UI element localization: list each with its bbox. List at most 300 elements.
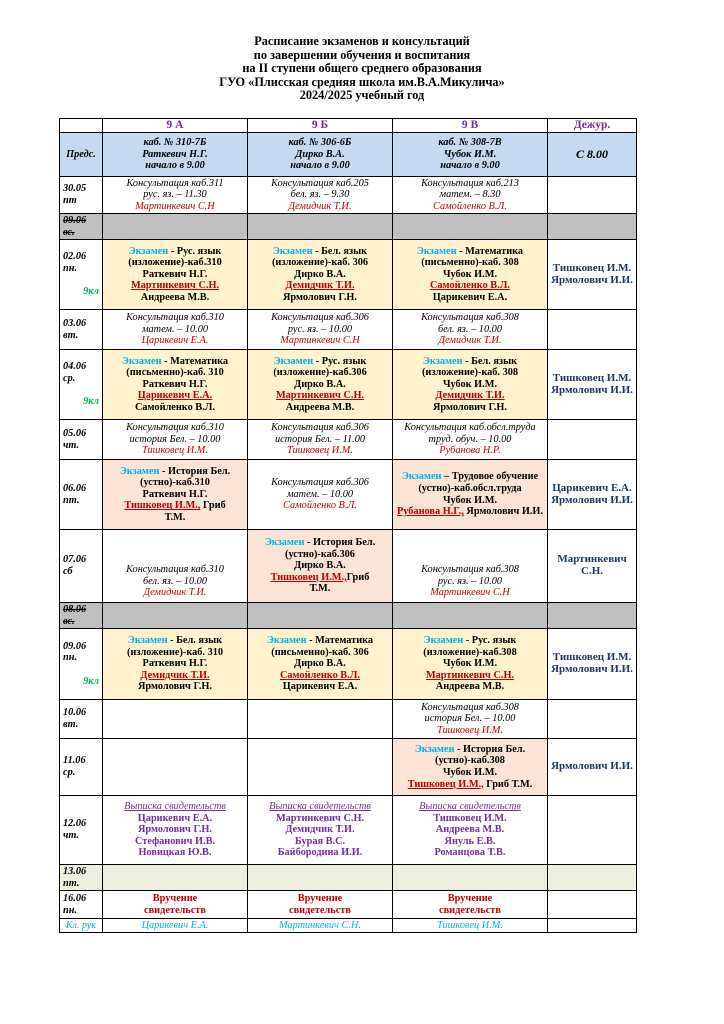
date: 02.06 xyxy=(63,251,87,263)
cell-9v xyxy=(393,310,548,350)
cell-text: - Бел. язык xyxy=(312,245,368,257)
cell-9v xyxy=(393,603,548,629)
cell-text: Т.М. xyxy=(164,511,186,523)
exam-label: Экзамен xyxy=(414,743,455,755)
date-cell xyxy=(60,700,103,739)
cell-9a xyxy=(103,891,248,919)
cell-9v xyxy=(393,177,548,214)
date: 12.06 xyxy=(63,818,87,830)
weekday: вт. xyxy=(63,329,79,341)
duty-name: Ярмолович И.И. xyxy=(551,760,633,773)
table-row xyxy=(60,420,637,460)
cell-9a xyxy=(103,240,248,310)
teacher-name: Демидчик Т.И. xyxy=(438,335,502,347)
cell-text: Царикевич Е.А. xyxy=(137,812,213,824)
weekday: чт. xyxy=(63,439,80,451)
cell-9a xyxy=(103,310,248,350)
cell-9a xyxy=(103,420,248,460)
cell-text: (изложение)-каб. 308 xyxy=(421,367,519,379)
title-line: 2024/2025 учебный год xyxy=(299,88,425,103)
cell-9b xyxy=(248,891,393,919)
cell-text: Чубок И.М. xyxy=(442,767,498,778)
cell-9v xyxy=(393,214,548,240)
date: 13.06 xyxy=(63,865,87,877)
cell-text: - Математика xyxy=(161,355,229,367)
cell-text: Раткевич Н.Г. xyxy=(142,378,208,390)
date-cell xyxy=(60,891,103,919)
cell-text: Царикевич Е.А. xyxy=(432,291,508,303)
class-note: 9кл xyxy=(83,396,99,408)
teacher-name: Самойленко В.Л. xyxy=(429,280,511,292)
cell-text: Вручение xyxy=(447,892,493,904)
weekday: вт. xyxy=(63,719,79,730)
header-duty: Дежур. xyxy=(548,119,637,133)
cell-duty xyxy=(548,177,637,214)
cell-text: - Бел. язык xyxy=(167,635,223,647)
cell-heading: Выписка свидетельств xyxy=(269,801,371,813)
cell-9b xyxy=(248,240,393,310)
cell-text: матем. – 10.00 xyxy=(141,323,209,335)
cell-text: (изложение)-каб.306 xyxy=(273,367,367,379)
cell-9a xyxy=(103,530,248,603)
cell-9v xyxy=(393,420,548,460)
cell-9a xyxy=(103,214,248,240)
weekday: вс. xyxy=(63,226,75,238)
cell-text: Самойленко В.Л. xyxy=(134,401,216,413)
cell-text: Новицкая Ю.В. xyxy=(138,847,212,859)
cell-text: - История Бел. xyxy=(454,743,526,755)
date: 05.06 xyxy=(63,427,87,439)
cell-duty xyxy=(548,420,637,460)
cell-9b xyxy=(248,310,393,350)
cell-heading: Выписка свидетельств xyxy=(419,801,521,813)
cell-9a xyxy=(103,603,248,629)
title-line: Расписание экзаменов и консультаций xyxy=(254,34,470,48)
weekday: пн. xyxy=(63,904,78,916)
date-cell xyxy=(60,739,103,796)
header-9b: 9 Б xyxy=(248,119,393,133)
cell-text: (письменно)-каб. 310 xyxy=(126,367,224,379)
teacher-name: Демидчик Т.И. xyxy=(435,390,505,402)
exam-label: Экзамен xyxy=(128,245,169,257)
duty-name: Ярмолович И.И. xyxy=(551,493,633,506)
cell-9b xyxy=(248,177,393,214)
cell-9a xyxy=(103,629,248,700)
cell-text: Консультация каб.306 xyxy=(271,422,369,434)
teacher-name: Самойленко В.Л. xyxy=(433,200,507,212)
cell-text: Раткевич Н.Г. xyxy=(142,488,208,500)
table-row xyxy=(60,460,637,530)
duty-name: Тишковец И.М. xyxy=(552,651,632,664)
exam-label: Экзамен xyxy=(266,635,307,647)
cell-text: Андреева М.В. xyxy=(435,824,505,836)
cell-text: (устно)-каб.308 xyxy=(435,755,505,767)
cell-text: каб. № 306-6Б xyxy=(288,137,352,149)
header-row xyxy=(60,119,637,133)
cell-text: - История Бел. xyxy=(159,465,231,477)
cell-text: история Бел. – 10.00 xyxy=(424,713,516,725)
teacher-name: Демидчик Т.И. xyxy=(143,587,207,599)
cell-9b xyxy=(248,214,393,240)
cell-text: история Бел. – 10.00 xyxy=(129,433,221,445)
cell-text: Андреева М.В. xyxy=(435,681,505,693)
date: 06.06 xyxy=(63,482,87,494)
cell-text: Гриб Т.М. xyxy=(483,778,533,790)
date-cell xyxy=(60,177,103,214)
title-line: ГУО «Плисская средняя школа им.В.А.Микулича» xyxy=(219,74,505,89)
cell-9v: Тишковец И.М. xyxy=(393,919,548,933)
teacher-name: Мартинкевич С.Н. xyxy=(275,390,365,402)
cell-text: свидетельств xyxy=(289,904,351,916)
cell-text: Чубок И.М. xyxy=(442,268,498,280)
exam-label: Экзамен xyxy=(416,245,457,257)
cell-9a xyxy=(103,177,248,214)
cell-text: Вручение xyxy=(297,892,343,904)
cell-text: история Бел. – 11.00 xyxy=(274,433,366,445)
cell-text: Чубок И.М. xyxy=(443,148,497,160)
cell-text: Андреева М.В. xyxy=(285,401,355,413)
duty-name: Мартинкевич С.Н. xyxy=(557,553,627,577)
table-row xyxy=(60,629,637,700)
date-cell xyxy=(60,530,103,603)
cell-text: (устно)-каб.306 xyxy=(285,548,355,560)
cell-9v xyxy=(393,629,548,700)
exam-label: Экзамен xyxy=(121,355,162,367)
cell-text: матем. – 10.00 xyxy=(286,488,354,500)
table-row xyxy=(60,530,637,603)
cell-text: Бурая В.С. xyxy=(294,835,346,847)
cell-text: начало в 9.00 xyxy=(290,160,350,172)
cell-text: Раткевич Н.Г. xyxy=(142,148,208,160)
cell-9b xyxy=(248,700,393,739)
cell-9v xyxy=(393,460,548,530)
date-cell xyxy=(60,629,103,700)
cell-9b: Мартинкевич С.Н. xyxy=(248,919,393,933)
cell-text: Дирко В.А. xyxy=(294,268,346,280)
cell-text: Демидчик Т.И. xyxy=(285,824,355,836)
date: 30.05 xyxy=(63,183,87,195)
table-row xyxy=(60,891,637,919)
teacher-name: Мартинкевич С.Н xyxy=(280,335,360,347)
cell-duty: С 8.00 xyxy=(548,133,637,177)
cell-text: Дирко В.А. xyxy=(294,560,346,572)
cell-text: (изложение)-каб.308 xyxy=(423,646,517,658)
cell-9b xyxy=(248,739,393,796)
date: 16.06 xyxy=(63,892,87,904)
title-line: на II ступени общего среднего образования xyxy=(242,61,482,76)
date-cell xyxy=(60,865,103,891)
teacher-name: Тишковец И.М., xyxy=(270,571,347,583)
cell-duty xyxy=(548,796,637,865)
cell-text: Дирко В.А. xyxy=(295,148,345,160)
cell-9b xyxy=(248,629,393,700)
table-row xyxy=(60,133,637,177)
exam-label: Экзамен xyxy=(273,355,314,367)
cell-9a xyxy=(103,460,248,530)
cell-text: Консультация каб.308 xyxy=(421,564,519,576)
cell-duty xyxy=(548,891,637,919)
teacher-name: Мартинкевич С.Н xyxy=(135,200,215,212)
cell-9b xyxy=(248,133,393,177)
teacher-name: Царикевич Е.А. xyxy=(137,390,213,402)
cell-text: Царикевич Е.А. xyxy=(282,681,358,693)
cell-9v xyxy=(393,891,548,919)
cell-text: Консультация каб.308 xyxy=(421,312,519,324)
date: 09.06 xyxy=(63,214,87,226)
cell-text: Мартинкевич С.Н. xyxy=(275,812,365,824)
cell-duty xyxy=(548,603,637,629)
cell-text: Дирко В.А. xyxy=(294,658,346,670)
cell-text: Консультация каб.308 xyxy=(421,701,519,713)
weekday: чт. xyxy=(63,830,80,841)
exam-label: Экзамен xyxy=(127,635,168,647)
date: 03.06 xyxy=(63,317,87,329)
teacher-name: Самойленко В.Л. xyxy=(279,669,361,681)
table-row xyxy=(60,865,637,891)
cell-9a xyxy=(103,865,248,891)
weekday: пн. xyxy=(63,652,78,664)
teacher-name: Тишковец И.М. xyxy=(287,445,353,457)
duty-name: Тишковец И.М. xyxy=(552,371,632,384)
cell-9a xyxy=(103,739,248,796)
cell-text: (изложение)-каб.310 xyxy=(128,257,222,269)
teacher-name: Демидчик Т.И. xyxy=(140,669,210,681)
cell-text: Раткевич Н.Г. xyxy=(142,658,208,670)
cell-text: Чубок И.М. xyxy=(442,658,498,670)
cell-9b xyxy=(248,530,393,603)
teacher-name: Царикевич Е.А. xyxy=(141,335,209,347)
cell-text: - Бел. язык xyxy=(462,355,518,367)
cell-9v xyxy=(393,133,548,177)
cell-text: Ярмолович Г.Н. xyxy=(138,824,212,836)
weekday: пт. xyxy=(63,877,80,889)
cell-text: Консультация каб.обсл.труда xyxy=(404,422,536,434)
cell-text: Стефанович И.В. xyxy=(134,835,216,847)
cell-text: начало в 9.00 xyxy=(145,160,205,172)
teacher-name: Тишковец И.М., xyxy=(124,500,201,512)
cell-9b xyxy=(248,603,393,629)
table-row xyxy=(60,700,637,739)
date: 04.06 xyxy=(63,361,87,373)
cell-text: рус. яз. – 10.00 xyxy=(437,575,503,587)
cell-text: Т.М. xyxy=(309,583,331,595)
teacher-name: Мартинкевич С.Н. xyxy=(130,280,220,292)
cell-9a xyxy=(103,350,248,420)
cell-9a xyxy=(103,700,248,739)
date: 09.06 xyxy=(63,640,87,652)
cell-text: Ярмолович Г.Н. xyxy=(433,401,507,413)
table-row xyxy=(60,177,637,214)
cell-duty xyxy=(548,919,637,933)
cell-text: рус. яз. – 11.30 xyxy=(143,189,207,201)
cell-text: Вручение xyxy=(152,892,198,904)
cell-duty xyxy=(548,530,637,603)
duty-name: Ярмолович И.И. xyxy=(551,273,633,286)
duty-name: Ярмолович И.И. xyxy=(551,663,633,675)
cell-9v xyxy=(393,739,548,796)
exam-label: Экзамен xyxy=(272,245,313,257)
cell-9b xyxy=(248,420,393,460)
cell-text: Ярмолович Г.Н. xyxy=(138,681,212,693)
cell-text: - Рус. язык xyxy=(463,635,517,647)
weekday: пт xyxy=(63,195,77,206)
cell-text: свидетельств xyxy=(439,904,501,916)
cell-text: (изложение)-каб. 306 xyxy=(271,257,369,269)
weekday: ср. xyxy=(63,372,76,384)
duty-name: Тишковец И.М. xyxy=(552,261,632,274)
schedule-table xyxy=(59,118,637,933)
cell-text: Януль Е.В. xyxy=(444,835,496,847)
cell-duty xyxy=(548,700,637,739)
cell-text: Консультация каб.306 xyxy=(271,312,369,324)
cell-text: - История Бел. xyxy=(304,537,376,549)
teacher-name: Рубанова Н.Р. xyxy=(439,445,501,457)
cell-text: бел. яз. – 9.30 xyxy=(290,189,350,201)
duty-name: Царикевич Е.А. xyxy=(552,481,632,494)
table-row xyxy=(60,603,637,629)
cell-text: Консультация каб.311 xyxy=(126,177,224,189)
cell-text: Байбородина И.И. xyxy=(277,847,363,859)
cell-text: - Математика xyxy=(306,635,374,647)
cell-text: (устно)-каб.обсл.труда xyxy=(418,482,522,494)
cell-text: Ярмолович Г.Н. xyxy=(283,291,357,303)
date-cell xyxy=(60,214,103,240)
cell-text: Чубок И.М. xyxy=(442,378,498,390)
cell-text: бел. яз. – 10.00 xyxy=(438,323,502,335)
teacher-name: Рубанова Н.Г., xyxy=(396,506,464,518)
cell-text: Раткевич Н.Г. xyxy=(142,268,208,280)
header-9a: 9 А xyxy=(103,119,248,133)
cell-duty xyxy=(548,350,637,420)
teacher-name: Тишковец И.М. xyxy=(437,724,503,736)
cell-text: Ярмолович И.И. xyxy=(463,506,544,518)
cell-text: - Рус. язык xyxy=(168,245,222,257)
date: 11.06 xyxy=(63,755,86,767)
table-row xyxy=(60,919,637,933)
teacher-name: Тишковец И.М., xyxy=(407,778,484,790)
exam-label: Экзамен xyxy=(264,537,305,549)
cell-9b xyxy=(248,796,393,865)
page-title xyxy=(0,35,724,103)
cell-duty xyxy=(548,629,637,700)
cell-text: матем. – 8.30 xyxy=(439,189,501,201)
cell-text: - Математика xyxy=(456,245,524,257)
cell-9v xyxy=(393,240,548,310)
weekday: ср. xyxy=(63,767,76,778)
header-corner xyxy=(60,119,103,133)
cell-text: Романцова Т.В. xyxy=(434,847,506,859)
date-cell xyxy=(60,603,103,629)
date-cell xyxy=(60,240,103,310)
cell-text: начало в 9.00 xyxy=(440,160,500,172)
weekday: вс. xyxy=(63,615,75,627)
header-9v: 9 В xyxy=(393,119,548,133)
cell-text: Гриб xyxy=(346,571,370,583)
cell-9v xyxy=(393,700,548,739)
class-note: 9кл xyxy=(83,286,99,298)
cell-duty xyxy=(548,214,637,240)
weekday: пн. xyxy=(63,262,78,274)
cell-9a: Царикевич Е.А. xyxy=(103,919,248,933)
exam-label: Экзамен xyxy=(401,471,442,483)
row-label: Кл. рук xyxy=(60,919,103,933)
date: 10.06 xyxy=(63,707,87,719)
exam-label: Экзамен xyxy=(422,355,463,367)
cell-text: Консультация каб.310 xyxy=(126,564,224,576)
cell-text: Консультация каб.310 xyxy=(126,422,224,434)
cell-duty xyxy=(548,240,637,310)
cell-text: Консультация каб.310 xyxy=(126,312,224,324)
cell-text: – Трудовое обучение xyxy=(441,471,539,483)
weekday: пт. xyxy=(63,494,80,506)
table-row xyxy=(60,240,637,310)
teacher-name: Тишковец И.М. xyxy=(142,445,208,457)
table-row xyxy=(60,214,637,240)
cell-text: (устно)-каб.310 xyxy=(140,477,210,489)
table-row xyxy=(60,350,637,420)
cell-text: свидетельств xyxy=(144,904,206,916)
table-row xyxy=(60,310,637,350)
cell-text: (письменно)-каб. 306 xyxy=(271,646,369,658)
cell-text: каб. № 310-7Б xyxy=(143,137,207,149)
cell-text: бел. яз. – 10.00 xyxy=(143,575,207,587)
date-cell xyxy=(60,796,103,865)
teacher-name: Демидчик Т.И. xyxy=(285,280,355,292)
cell-text: - Рус. язык xyxy=(313,355,367,367)
cell-duty xyxy=(548,310,637,350)
cell-9a xyxy=(103,133,248,177)
cell-9b xyxy=(248,460,393,530)
date-cell xyxy=(60,350,103,420)
cell-9v xyxy=(393,350,548,420)
date: 07.06 xyxy=(63,554,87,566)
cell-text: труд. обуч. – 10.00 xyxy=(428,433,512,445)
date-cell xyxy=(60,310,103,350)
duty-name: Ярмолович И.И. xyxy=(551,383,633,396)
cell-text: Консультация каб.213 xyxy=(421,177,519,189)
cell-text: Гриб xyxy=(200,500,226,512)
cell-9v xyxy=(393,796,548,865)
title-line: по завершении обучения и воспитания xyxy=(253,47,471,62)
date-cell xyxy=(60,460,103,530)
cell-text: Дирко В.А. xyxy=(294,378,346,390)
date: 08.06 xyxy=(63,603,87,615)
cell-text: Андреева М.В. xyxy=(140,291,210,303)
cell-9v xyxy=(393,530,548,603)
cell-heading: Выписка свидетельств xyxy=(124,801,226,813)
cell-9b xyxy=(248,350,393,420)
exam-label: Экзамен xyxy=(119,465,160,477)
weekday: сб xyxy=(63,566,73,577)
teacher-name: Мартинкевич С.Н xyxy=(430,587,510,599)
cell-9v xyxy=(393,865,548,891)
table-row xyxy=(60,796,637,865)
cell-duty xyxy=(548,460,637,530)
cell-text: (изложение)-каб. 310 xyxy=(126,646,224,658)
cell-text: Тишковец И.М. xyxy=(433,812,507,824)
class-note: 9кл xyxy=(83,675,99,687)
cell-duty xyxy=(548,865,637,891)
row-label: Предс. xyxy=(60,133,103,177)
cell-text: Чубок И.М. xyxy=(442,494,498,506)
cell-text: Консультация каб.306 xyxy=(271,477,369,489)
cell-text: Консультация каб.205 xyxy=(271,177,369,189)
date-cell xyxy=(60,420,103,460)
cell-9a xyxy=(103,796,248,865)
cell-text: (письменно)-каб. 308 xyxy=(421,257,519,269)
table-row xyxy=(60,739,637,796)
teacher-name: Мартинкевич С.Н. xyxy=(425,669,515,681)
